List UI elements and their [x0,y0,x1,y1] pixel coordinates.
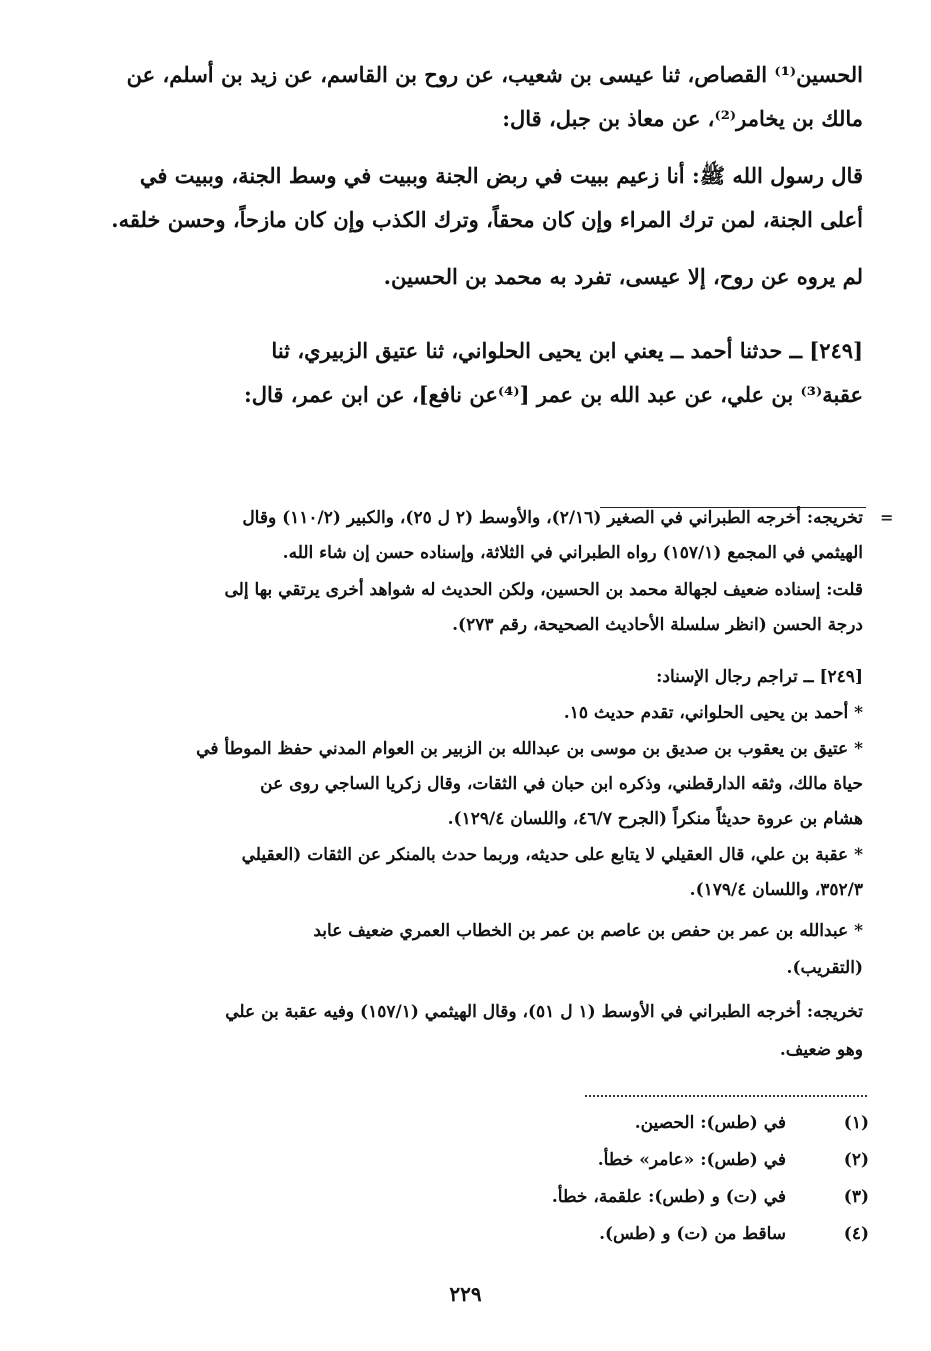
margin-mark: = [880,508,894,527]
footnote-number-1: (١) [843,1113,869,1133]
narrator-item-3: * عقبة بن علي، قال العقيلي لا يتابع على حديثه، وربما حدث بالمنكر عن الثقات (العقيلي [241,845,863,865]
narrator-item-4-cont: (التقريب). [786,958,863,978]
takhrij-line-2: وهو ضعيف. [779,1040,863,1060]
hadith-heading-line: [٢٤٩] ــ حدثنا أحمد ــ يعني ابن يحيى الحلواني، ثنا عتيق الزبيري، ثنا [271,338,863,363]
footnote-number-3: (٣) [843,1187,869,1207]
footnote-text-2: في (طس): «عامر» خطأ. [597,1150,786,1170]
main-text-line-7: عقبة⁽³⁾ بن علي، عن عبد الله بن عمر [⁽⁴⁾عن نافع]، عن ابن عمر، قال: [243,382,863,407]
footnote-text-3: في (ت) و (طس): علقمة، خطأ. [551,1187,786,1207]
footnotes-divider [585,1095,867,1097]
main-text-line-2: مالك بن يخامر⁽²⁾، عن معاذ بن جبل، قال: [502,106,863,131]
narrator-item-4: * عبدالله بن عمر بن حفص بن عاصم بن عمر بن الخطاب العمري ضعيف عابد [313,921,863,941]
narrator-item-3-cont: ٣٥٢/٣، واللسان ١٧٩/٤). [689,880,863,900]
narrator-item-2: * عتيق بن يعقوب بن صديق بن موسى بن عبدالله بن الزبير بن العوام المدني حفظ الموطأ في [196,739,863,759]
footnote-text-4: ساقط من (ت) و (طس). [599,1224,786,1244]
footnote-number-2: (٢) [843,1150,869,1170]
main-text-line-4: أعلى الجنة، لمن ترك المراء وإن كان محقاً، وترك الكذب وإن كان مازحاً، وحسن خلقه. [111,207,863,232]
note-line-1: تخريجه: أخرجه الطبراني في الصغير (٢/١٦)، والأوسط (٢ ل ٢٥)، والكبير (١١٠/٢) وقال [242,508,863,528]
page-number: ٢٢٩ [449,1282,482,1306]
footnote-number-4: (٤) [843,1224,869,1244]
narrator-item-1: * أحمد بن يحيى الحلواني، تقدم حديث ١٥. [563,703,863,723]
narrator-item-2-cont-2: هشام بن عروة حديثاً منكراً (الجرح ٤٦/٧، واللسان ١٢٩/٤). [447,809,863,829]
note-line-2: الهيثمي في المجمع (١٥٧/١) رواه الطبراني في الثلاثة، وإسناده حسن إن شاء الله. [282,543,863,563]
narrator-item-2-cont-1: حياة مالك، وثقه الدارقطني، وذكره ابن حبان في الثقات، وقال زكريا الساجي روى عن [260,774,863,794]
main-text-line-3: قال رسول الله ﷺ: أنا زعيم ببيت في ربض الجنة وببيت في وسط الجنة، وببيت في [139,163,863,188]
main-text-line-5: لم يروه عن روح، إلا عيسى، تفرد به محمد بن الحسين. [383,264,863,289]
footnote-text-1: في (طس): الحصين. [634,1113,786,1133]
narrators-heading: [٢٤٩] ــ تراجم رجال الإسناد: [656,667,863,687]
note-line-4: درجة الحسن (انظر سلسلة الأحاديث الصحيحة، رقم ٢٧٣). [452,615,863,635]
note-line-3: قلت: إسناده ضعيف لجهالة محمد بن الحسين، ولكن الحديث له شواهد أخرى يرتقي بها إلى [224,580,863,600]
takhrij-line-1: تخريجه: أخرجه الطبراني في الأوسط (١ ل ٥١)، وقال الهيثمي (١٥٧/١) وفيه عقبة بن علي [225,1002,863,1022]
main-text-line-1: الحسين⁽¹⁾ القصاص، ثنا عيسى بن شعيب، عن روح بن القاسم، عن زيد بن أسلم، عن [126,62,863,87]
